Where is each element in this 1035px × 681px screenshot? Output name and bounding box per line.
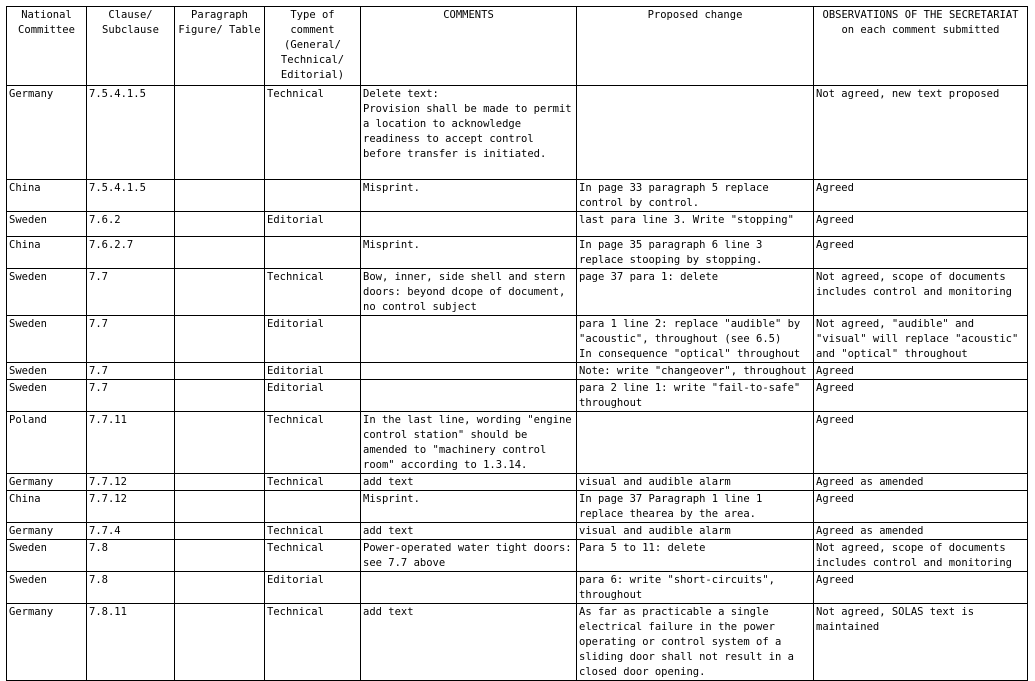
cell-comment: Delete text: Provision shall be made to permit a location to acknowledge readiness to accept control before transfer is initiated. xyxy=(361,86,577,180)
table-row xyxy=(7,412,1028,474)
header-row xyxy=(7,7,1028,86)
header-observations: OBSERVATIONS OF THE SECRETARIAT on each comment submitted xyxy=(814,7,1028,86)
cell-paragraph xyxy=(175,316,265,363)
cell-national-committee: Sweden xyxy=(7,380,87,412)
header-clause: Clause/ Subclause xyxy=(87,7,175,86)
cell-paragraph xyxy=(175,363,265,380)
cell-comment: Misprint. xyxy=(361,491,577,523)
cell-observation: Agreed as amended xyxy=(814,523,1028,540)
table-row xyxy=(7,474,1028,491)
cell-paragraph xyxy=(175,412,265,474)
table-row xyxy=(7,380,1028,412)
cell-observation: Agreed xyxy=(814,237,1028,269)
cell-observation: Not agreed, SOLAS text is maintained xyxy=(814,604,1028,681)
cell-paragraph xyxy=(175,237,265,269)
cell-proposed-change: visual and audible alarm xyxy=(577,474,814,491)
cell-observation: Agreed xyxy=(814,363,1028,380)
cell-comment: Misprint. xyxy=(361,180,577,212)
cell-observation: Agreed xyxy=(814,491,1028,523)
cell-clause: 7.7 xyxy=(87,363,175,380)
table-row xyxy=(7,523,1028,540)
cell-observation: Agreed as amended xyxy=(814,474,1028,491)
cell-national-committee: Sweden xyxy=(7,572,87,604)
cell-clause: 7.5.4.1.5 xyxy=(87,180,175,212)
table-row xyxy=(7,180,1028,212)
cell-type-of-comment xyxy=(265,180,361,212)
table-row xyxy=(7,572,1028,604)
cell-comment: In the last line, wording "engine control station" should be amended to "machinery control room" according to 1.3.14. xyxy=(361,412,577,474)
cell-national-committee: Sweden xyxy=(7,540,87,572)
cell-clause: 7.7 xyxy=(87,269,175,316)
table-row xyxy=(7,237,1028,269)
cell-proposed-change: In page 37 Paragraph 1 line 1 replace thearea by the area. xyxy=(577,491,814,523)
table-row xyxy=(7,316,1028,363)
cell-observation: Not agreed, scope of documents includes control and monitoring xyxy=(814,269,1028,316)
table-row xyxy=(7,604,1028,681)
cell-paragraph xyxy=(175,86,265,180)
table-row xyxy=(7,491,1028,523)
cell-type-of-comment: Technical xyxy=(265,604,361,681)
cell-observation: Agreed xyxy=(814,180,1028,212)
cell-paragraph xyxy=(175,523,265,540)
table-row xyxy=(7,269,1028,316)
cell-proposed-change: Para 5 to 11: delete xyxy=(577,540,814,572)
cell-clause: 7.7.11 xyxy=(87,412,175,474)
cell-clause: 7.7.12 xyxy=(87,491,175,523)
cell-clause: 7.7.4 xyxy=(87,523,175,540)
header-proposed-change: Proposed change xyxy=(577,7,814,86)
cell-proposed-change xyxy=(577,86,814,180)
cell-proposed-change: Note: write "changeover", throughout xyxy=(577,363,814,380)
cell-paragraph xyxy=(175,491,265,523)
cell-clause: 7.8 xyxy=(87,572,175,604)
cell-observation: Not agreed, scope of documents includes control and monitoring xyxy=(814,540,1028,572)
header-type-of-comment: Type of comment (General/ Technical/ Editorial) xyxy=(265,7,361,86)
cell-clause: 7.6.2.7 xyxy=(87,237,175,269)
cell-proposed-change: last para line 3. Write "stopping" xyxy=(577,212,814,237)
cell-proposed-change: In page 35 paragraph 6 line 3 replace stooping by stopping. xyxy=(577,237,814,269)
cell-type-of-comment: Editorial xyxy=(265,380,361,412)
cell-proposed-change: visual and audible alarm xyxy=(577,523,814,540)
cell-national-committee: Germany xyxy=(7,604,87,681)
cell-proposed-change: As far as practicable a single electrical failure in the power operating or control system of a sliding door shall not result in a closed door opening. xyxy=(577,604,814,681)
cell-proposed-change: In page 33 paragraph 5 replace control by control. xyxy=(577,180,814,212)
cell-type-of-comment: Technical xyxy=(265,540,361,572)
cell-observation: Not agreed, new text proposed xyxy=(814,86,1028,180)
cell-clause: 7.8.11 xyxy=(87,604,175,681)
cell-proposed-change: para 2 line 1: write "fail-to-safe" throughout xyxy=(577,380,814,412)
cell-paragraph xyxy=(175,212,265,237)
table-row xyxy=(7,212,1028,237)
header-comments: COMMENTS xyxy=(361,7,577,86)
cell-paragraph xyxy=(175,604,265,681)
cell-national-committee: Sweden xyxy=(7,316,87,363)
cell-national-committee: Poland xyxy=(7,412,87,474)
cell-proposed-change: page 37 para 1: delete xyxy=(577,269,814,316)
cell-type-of-comment xyxy=(265,491,361,523)
table-row xyxy=(7,540,1028,572)
cell-paragraph xyxy=(175,380,265,412)
cell-clause: 7.7 xyxy=(87,380,175,412)
cell-comment xyxy=(361,380,577,412)
cell-comment xyxy=(361,212,577,237)
cell-comment xyxy=(361,363,577,380)
cell-national-committee: Germany xyxy=(7,523,87,540)
cell-type-of-comment: Technical xyxy=(265,474,361,491)
cell-comment: add text xyxy=(361,604,577,681)
cell-national-committee: China xyxy=(7,180,87,212)
cell-national-committee: China xyxy=(7,491,87,523)
cell-type-of-comment xyxy=(265,237,361,269)
cell-national-committee: China xyxy=(7,237,87,269)
cell-paragraph xyxy=(175,269,265,316)
cell-paragraph xyxy=(175,180,265,212)
cell-type-of-comment: Editorial xyxy=(265,316,361,363)
cell-proposed-change: para 1 line 2: replace "audible" by "acoustic", throughout (see 6.5) In consequence "optical" throughout xyxy=(577,316,814,363)
cell-national-committee: Sweden xyxy=(7,269,87,316)
comments-table xyxy=(6,6,1028,681)
cell-clause: 7.5.4.1.5 xyxy=(87,86,175,180)
cell-type-of-comment: Technical xyxy=(265,523,361,540)
cell-national-committee: Germany xyxy=(7,474,87,491)
cell-clause: 7.6.2 xyxy=(87,212,175,237)
cell-clause: 7.7 xyxy=(87,316,175,363)
cell-paragraph xyxy=(175,474,265,491)
header-national-committee: National Committee xyxy=(7,7,87,86)
cell-comment xyxy=(361,316,577,363)
cell-type-of-comment: Editorial xyxy=(265,572,361,604)
cell-type-of-comment: Technical xyxy=(265,86,361,180)
table-row xyxy=(7,86,1028,180)
cell-observation: Agreed xyxy=(814,412,1028,474)
header-paragraph: Paragraph Figure/ Table xyxy=(175,7,265,86)
cell-type-of-comment: Technical xyxy=(265,412,361,474)
cell-comment: Power-operated water tight doors: see 7.7 above xyxy=(361,540,577,572)
cell-proposed-change xyxy=(577,412,814,474)
cell-comment: add text xyxy=(361,523,577,540)
cell-proposed-change: para 6: write "short-circuits", throughout xyxy=(577,572,814,604)
cell-clause: 7.8 xyxy=(87,540,175,572)
cell-national-committee: Sweden xyxy=(7,363,87,380)
cell-clause: 7.7.12 xyxy=(87,474,175,491)
cell-observation: Agreed xyxy=(814,572,1028,604)
cell-type-of-comment: Editorial xyxy=(265,363,361,380)
cell-paragraph xyxy=(175,572,265,604)
cell-observation: Agreed xyxy=(814,212,1028,237)
cell-comment xyxy=(361,572,577,604)
cell-observation: Agreed xyxy=(814,380,1028,412)
cell-comment: Bow, inner, side shell and stern doors: beyond dcope of document, no control subject xyxy=(361,269,577,316)
cell-paragraph xyxy=(175,540,265,572)
cell-national-committee: Sweden xyxy=(7,212,87,237)
cell-observation: Not agreed, "audible" and "visual" will replace "acoustic" and "optical" throughout xyxy=(814,316,1028,363)
table-row xyxy=(7,363,1028,380)
cell-national-committee: Germany xyxy=(7,86,87,180)
cell-type-of-comment: Editorial xyxy=(265,212,361,237)
cell-comment: Misprint. xyxy=(361,237,577,269)
cell-comment: add text xyxy=(361,474,577,491)
cell-type-of-comment: Technical xyxy=(265,269,361,316)
